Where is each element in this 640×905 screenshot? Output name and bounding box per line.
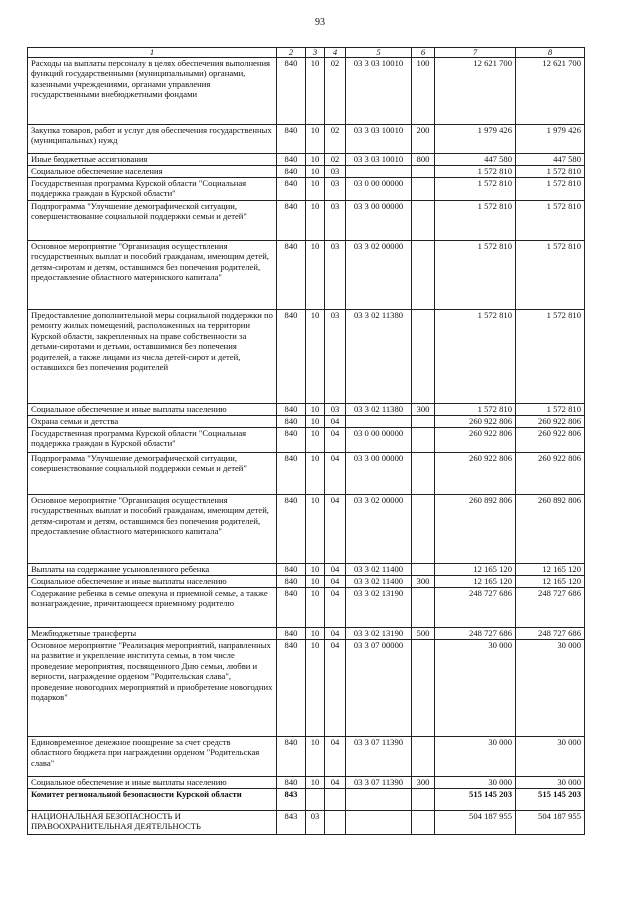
table-row: [28, 576, 585, 588]
amount-cell: 30 000: [435, 640, 516, 737]
section-cell: 10: [306, 310, 325, 404]
table-row: [28, 588, 585, 628]
expense-type-cell: [412, 564, 435, 576]
section-cell: 10: [306, 154, 325, 166]
row-name-cell: Основное мероприятие "Организация осуществления государственных выплат и пособий гражданам, имеющим детей, детям-сиротам и детям, оставшимся без попечения родителей, предоставление областного материнского капитала": [28, 241, 277, 310]
table-row: [28, 628, 585, 640]
amount-cell: 260 922 806: [516, 428, 585, 453]
target-item-cell: [346, 416, 412, 428]
target-item-cell: 03 3 02 11380: [346, 404, 412, 416]
amount-cell: 260 922 806: [516, 453, 585, 495]
table-row: [28, 453, 585, 495]
column-header: 5: [346, 48, 412, 58]
column-header: 2: [277, 48, 306, 58]
subsection-cell: 03: [325, 201, 346, 241]
subsection-cell: 02: [325, 58, 346, 125]
amount-cell: 30 000: [516, 777, 585, 789]
column-header: 8: [516, 48, 585, 58]
subsection-cell: 02: [325, 154, 346, 166]
table-row: [28, 737, 585, 777]
expense-type-cell: 300: [412, 777, 435, 789]
section-cell: 10: [306, 241, 325, 310]
row-name-cell: Межбюджетные трансферты: [28, 628, 277, 640]
amount-cell: 30 000: [435, 737, 516, 777]
admin-code-cell: 840: [277, 154, 306, 166]
expense-type-cell: 100: [412, 58, 435, 125]
row-name-cell: Социальное обеспечение и иные выплаты населению: [28, 576, 277, 588]
subsection-cell: 04: [325, 564, 346, 576]
column-header: 4: [325, 48, 346, 58]
subsection-cell: 04: [325, 428, 346, 453]
amount-cell: 260 922 806: [435, 453, 516, 495]
section-cell: 10: [306, 453, 325, 495]
row-name-cell: Выплаты на содержание усыновленного ребенка: [28, 564, 277, 576]
section-cell: 10: [306, 576, 325, 588]
section-cell: 10: [306, 428, 325, 453]
column-header-row: [28, 48, 585, 58]
amount-cell: 12 165 120: [516, 576, 585, 588]
column-header: 6: [412, 48, 435, 58]
subsection-cell: 04: [325, 495, 346, 564]
amount-cell: 12 621 700: [435, 58, 516, 125]
budget-table: [27, 47, 585, 835]
row-name-cell: Расходы на выплаты персоналу в целях обеспечения выполнения функций государственными (муниципальными) органами, казенными учреждениями, органами управления государственными внебюджетными фондами: [28, 58, 277, 125]
expense-type-cell: [412, 428, 435, 453]
section-cell: 10: [306, 628, 325, 640]
subsection-cell: 03: [325, 404, 346, 416]
amount-cell: 248 727 686: [516, 588, 585, 628]
amount-cell: 260 922 806: [435, 416, 516, 428]
subsection-cell: 04: [325, 640, 346, 737]
admin-code-cell: 840: [277, 428, 306, 453]
subsection-cell: 02: [325, 125, 346, 154]
target-item-cell: 03 0 00 00000: [346, 428, 412, 453]
target-item-cell: 03 3 03 10010: [346, 125, 412, 154]
section-cell: 10: [306, 737, 325, 777]
expense-type-cell: [412, 453, 435, 495]
target-item-cell: 03 3 02 13190: [346, 588, 412, 628]
page-number: 93: [315, 17, 325, 28]
table-row: [28, 166, 585, 178]
table-row: [28, 404, 585, 416]
expense-type-cell: 300: [412, 576, 435, 588]
column-header: 1: [28, 48, 277, 58]
subsection-cell: 04: [325, 416, 346, 428]
section-cell: 10: [306, 125, 325, 154]
subsection-cell: [325, 811, 346, 835]
row-name-cell: Содержание ребенка в семье опекуна и приемной семье, а также вознаграждение, причитающееся приемному родителю: [28, 588, 277, 628]
section-cell: 10: [306, 416, 325, 428]
target-item-cell: 03 3 00 00000: [346, 453, 412, 495]
amount-cell: 1 572 810: [435, 310, 516, 404]
subsection-cell: [325, 789, 346, 811]
row-name-cell: Иные бюджетные ассигнования: [28, 154, 277, 166]
amount-cell: 1 572 810: [435, 178, 516, 201]
row-name-cell: Подпрограмма "Улучшение демографической ситуации, совершенствование социальной поддержки семьи и детей": [28, 453, 277, 495]
amount-cell: 248 727 686: [435, 628, 516, 640]
section-cell: 10: [306, 58, 325, 125]
amount-cell: 30 000: [516, 640, 585, 737]
table-row: [28, 58, 585, 125]
section-cell: 10: [306, 777, 325, 789]
target-item-cell: [346, 789, 412, 811]
admin-code-cell: 840: [277, 58, 306, 125]
expense-type-cell: [412, 789, 435, 811]
amount-cell: 1 572 810: [516, 178, 585, 201]
admin-code-cell: 843: [277, 811, 306, 835]
expense-type-cell: 300: [412, 404, 435, 416]
admin-code-cell: 840: [277, 628, 306, 640]
admin-code-cell: 840: [277, 310, 306, 404]
admin-code-cell: 840: [277, 495, 306, 564]
target-item-cell: 03 3 02 11400: [346, 576, 412, 588]
expense-type-cell: [412, 640, 435, 737]
expense-type-cell: 200: [412, 125, 435, 154]
amount-cell: 260 892 806: [435, 495, 516, 564]
row-name-cell: НАЦИОНАЛЬНАЯ БЕЗОПАСНОСТЬ И ПРАВООХРАНИТЕЛЬНАЯ ДЕЯТЕЛЬНОСТЬ: [28, 811, 277, 835]
column-header: 7: [435, 48, 516, 58]
amount-cell: 1 572 810: [516, 241, 585, 310]
admin-code-cell: 840: [277, 640, 306, 737]
table-row: [28, 125, 585, 154]
table-row: [28, 154, 585, 166]
amount-cell: 1 572 810: [516, 310, 585, 404]
target-item-cell: 03 3 02 11400: [346, 564, 412, 576]
section-cell: [306, 789, 325, 811]
target-item-cell: 03 3 02 00000: [346, 241, 412, 310]
target-item-cell: 03 3 07 11390: [346, 737, 412, 777]
amount-cell: 504 187 955: [516, 811, 585, 835]
amount-cell: 12 165 120: [516, 564, 585, 576]
admin-code-cell: 840: [277, 201, 306, 241]
amount-cell: 515 145 203: [435, 789, 516, 811]
target-item-cell: 03 3 02 11380: [346, 310, 412, 404]
amount-cell: 12 165 120: [435, 564, 516, 576]
expense-type-cell: [412, 737, 435, 777]
admin-code-cell: 840: [277, 737, 306, 777]
subsection-cell: 03: [325, 241, 346, 310]
amount-cell: 447 580: [516, 154, 585, 166]
amount-cell: 30 000: [435, 777, 516, 789]
amount-cell: 1 572 810: [435, 404, 516, 416]
amount-cell: 12 165 120: [435, 576, 516, 588]
row-name-cell: Социальное обеспечение и иные выплаты населению: [28, 404, 277, 416]
table-row: [28, 310, 585, 404]
amount-cell: 30 000: [516, 737, 585, 777]
row-name-cell: Основное мероприятие "Организация осуществления государственных выплат и пособий гражданам, имеющим детей, детям-сиротам и детям, оставшимся без попечения родителей, предоставление областного материнского капитала": [28, 495, 277, 564]
amount-cell: 1 572 810: [516, 166, 585, 178]
subsection-cell: 04: [325, 453, 346, 495]
admin-code-cell: 840: [277, 166, 306, 178]
row-name-cell: Комитет региональной безопасности Курской области: [28, 789, 277, 811]
target-item-cell: [346, 166, 412, 178]
section-cell: 10: [306, 178, 325, 201]
section-cell: 10: [306, 404, 325, 416]
subsection-cell: 03: [325, 166, 346, 178]
row-name-cell: Закупка товаров, работ и услуг для обеспечения государственных (муниципальных) нужд: [28, 125, 277, 154]
admin-code-cell: 840: [277, 576, 306, 588]
section-cell: 10: [306, 166, 325, 178]
row-name-cell: Предоставление дополнительной меры социальной поддержки по ремонту жилых помещений, расположенных на территории Курской области, закрепленных на праве собственности за детьми-сиротами и детьми, оставшимися без попечения родителей, а также лицами из числа детей-сирот и детей, оставшихся без попечения родителей: [28, 310, 277, 404]
row-name-cell: Охрана семьи и детства: [28, 416, 277, 428]
section-cell: 10: [306, 640, 325, 737]
target-item-cell: 03 3 03 10010: [346, 154, 412, 166]
amount-cell: 260 922 806: [435, 428, 516, 453]
target-item-cell: 03 3 02 13190: [346, 628, 412, 640]
section-cell: 10: [306, 201, 325, 241]
table-row: [28, 241, 585, 310]
table-row: [28, 178, 585, 201]
table-row: [28, 495, 585, 564]
subsection-cell: 04: [325, 777, 346, 789]
amount-cell: 248 727 686: [516, 628, 585, 640]
row-name-cell: Государственная программа Курской области "Социальная поддержка граждан в Курской области": [28, 178, 277, 201]
amount-cell: 260 892 806: [516, 495, 585, 564]
admin-code-cell: 840: [277, 564, 306, 576]
amount-cell: 1 572 810: [516, 201, 585, 241]
expense-type-cell: [412, 310, 435, 404]
expense-type-cell: [412, 416, 435, 428]
table-row: [28, 201, 585, 241]
row-name-cell: Основное мероприятие "Реализация мероприятий, направленных на развитие и укрепление института семьи, в том числе проведение мероприятия, посвященного Дню семьи, любви и верности, награждение орденом "Родительская слава", проведение новогодних мероприятий и приобретение новогодних подарков": [28, 640, 277, 737]
expense-type-cell: [412, 495, 435, 564]
admin-code-cell: 840: [277, 125, 306, 154]
admin-code-cell: 840: [277, 178, 306, 201]
admin-code-cell: 843: [277, 789, 306, 811]
section-cell: 10: [306, 495, 325, 564]
amount-cell: 248 727 686: [435, 588, 516, 628]
expense-type-cell: [412, 241, 435, 310]
subsection-cell: 04: [325, 588, 346, 628]
column-header: 3: [306, 48, 325, 58]
admin-code-cell: 840: [277, 416, 306, 428]
amount-cell: 1 572 810: [435, 166, 516, 178]
subsection-cell: 03: [325, 178, 346, 201]
expense-type-cell: 800: [412, 154, 435, 166]
subsection-cell: 04: [325, 737, 346, 777]
row-name-cell: Единовременное денежное поощрение за счет средств областного бюджета при награждении орденом "Родительская слава": [28, 737, 277, 777]
amount-cell: 260 922 806: [516, 416, 585, 428]
admin-code-cell: 840: [277, 777, 306, 789]
expense-type-cell: [412, 811, 435, 835]
expense-type-cell: 500: [412, 628, 435, 640]
expense-type-cell: [412, 166, 435, 178]
subsection-cell: 04: [325, 628, 346, 640]
section-cell: 10: [306, 588, 325, 628]
target-item-cell: 03 3 07 00000: [346, 640, 412, 737]
amount-cell: 1 979 426: [435, 125, 516, 154]
subsection-cell: 03: [325, 310, 346, 404]
expense-type-cell: [412, 178, 435, 201]
amount-cell: 12 621 700: [516, 58, 585, 125]
table-row: [28, 640, 585, 737]
amount-cell: 447 580: [435, 154, 516, 166]
table-row: [28, 416, 585, 428]
row-name-cell: Подпрограмма "Улучшение демографической ситуации, совершенствование социальной поддержки семьи и детей": [28, 201, 277, 241]
admin-code-cell: 840: [277, 588, 306, 628]
amount-cell: 1 572 810: [435, 201, 516, 241]
amount-cell: 515 145 203: [516, 789, 585, 811]
subsection-cell: 04: [325, 576, 346, 588]
target-item-cell: 03 3 00 00000: [346, 201, 412, 241]
row-name-cell: Государственная программа Курской области "Социальная поддержка граждан в Курской области": [28, 428, 277, 453]
table-row: [28, 428, 585, 453]
expense-type-cell: [412, 588, 435, 628]
target-item-cell: 03 3 02 00000: [346, 495, 412, 564]
table-row: [28, 777, 585, 789]
amount-cell: 1 572 810: [516, 404, 585, 416]
section-cell: 10: [306, 564, 325, 576]
target-item-cell: [346, 811, 412, 835]
admin-code-cell: 840: [277, 453, 306, 495]
amount-cell: 1 572 810: [435, 241, 516, 310]
table-row: [28, 811, 585, 835]
expense-type-cell: [412, 201, 435, 241]
target-item-cell: 03 3 07 11390: [346, 777, 412, 789]
admin-code-cell: 840: [277, 404, 306, 416]
table-row: [28, 789, 585, 811]
table-body: [28, 58, 585, 835]
amount-cell: 1 979 426: [516, 125, 585, 154]
target-item-cell: 03 0 00 00000: [346, 178, 412, 201]
admin-code-cell: 840: [277, 241, 306, 310]
row-name-cell: Социальное обеспечение и иные выплаты населению: [28, 777, 277, 789]
row-name-cell: Социальное обеспечение населения: [28, 166, 277, 178]
table-row: [28, 564, 585, 576]
section-cell: 03: [306, 811, 325, 835]
target-item-cell: 03 3 03 10010: [346, 58, 412, 125]
amount-cell: 504 187 955: [435, 811, 516, 835]
